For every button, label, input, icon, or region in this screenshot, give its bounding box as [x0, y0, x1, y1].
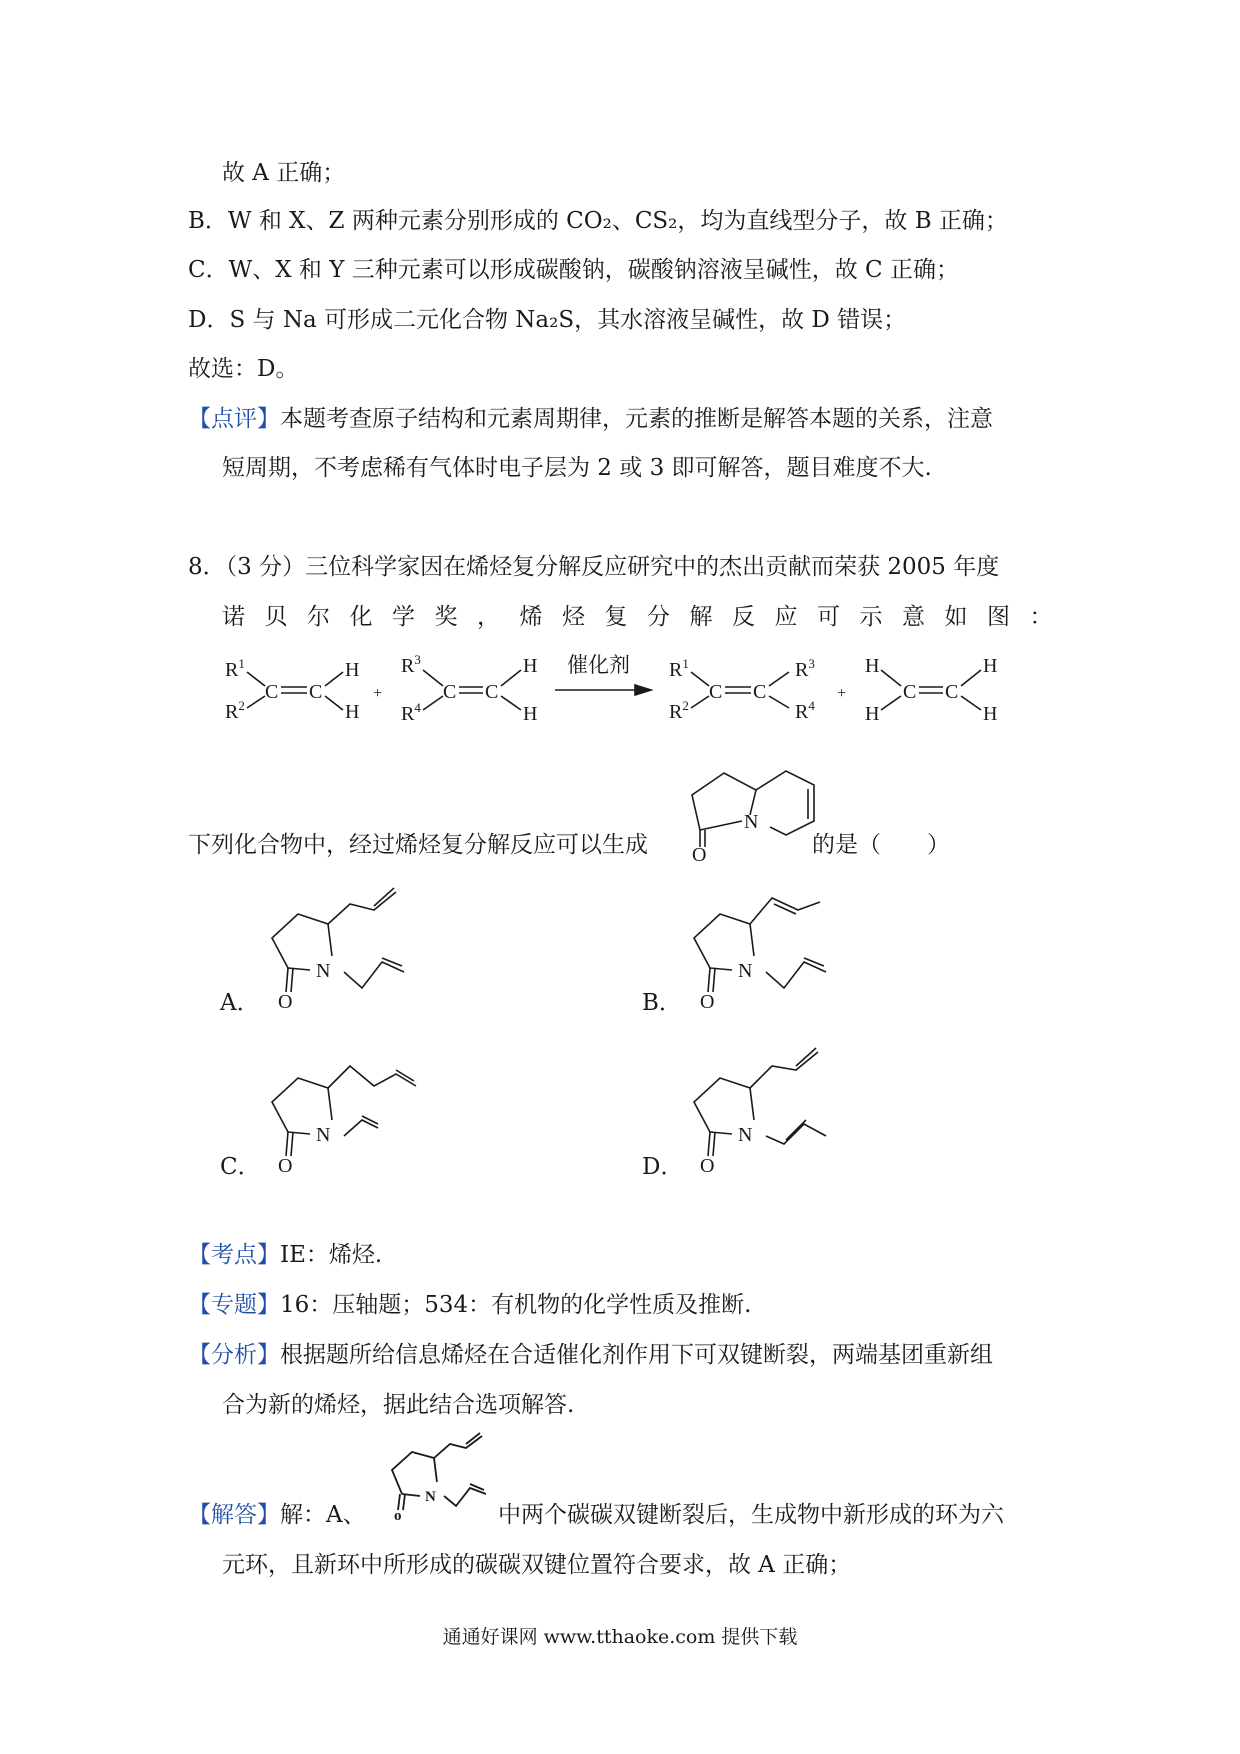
svg-text:O: O — [692, 844, 707, 861]
svg-text:R1: $R^1$ — [669, 656, 689, 681]
continuation-line-b: B．W 和 X、Z 两种元素分别形成的 CO₂、CS₂，均为直线型分子，故 B 正确； — [188, 208, 1008, 234]
svg-text:C: C — [309, 681, 323, 703]
svg-text:+: + — [837, 685, 847, 702]
svg-text:N: N — [738, 1124, 753, 1146]
fenxi-tag: 【分析】 — [188, 1342, 280, 1368]
svg-text:H: H — [345, 659, 360, 681]
svg-text:R4: $R^4$ — [795, 698, 815, 723]
option-c-label: C． — [220, 1154, 261, 1180]
question-line-2: 诺贝尔化学奖，烯烃复分解反应可示意如图： — [222, 604, 1072, 630]
option-b-label: B． — [642, 990, 682, 1016]
svg-text:o: o — [394, 1508, 402, 1522]
jieda-line-1-left — [188, 1500, 366, 1530]
svg-text:H: H — [865, 703, 880, 725]
continuation-line-a: 故 A 正确； — [222, 160, 346, 186]
svg-text:O: O — [278, 991, 293, 1010]
continuation-line-d: D．S 与 Na 可形成二元化合物 Na₂S，其水溶液呈碱性，故 D 错误； — [188, 307, 907, 333]
option-c-structure — [258, 1040, 428, 1174]
svg-text:H: H — [345, 701, 360, 723]
svg-text:C: C — [903, 681, 917, 703]
svg-text:R2: $R^2$ — [225, 698, 245, 723]
fenxi-line-1 — [188, 1340, 993, 1370]
jieda-tag: 【解答】 — [188, 1502, 280, 1528]
option-b-structure — [680, 880, 840, 1010]
comment-line-2: 短周期，不考虑稀有气体时电子层为 2 或 3 即可解答，题目难度不大. — [222, 455, 932, 481]
svg-text:N: N — [316, 960, 331, 982]
question-stem-prefix: 下列化合物中，经过烯烃复分解反应可以生成 — [188, 832, 648, 858]
jieda-text-1: 中两个碳碳双键断裂后，生成物中新形成的环为六 — [498, 1502, 1004, 1528]
continuation-answer: 故选：D。 — [188, 356, 299, 382]
svg-text:R3: $R^3$ — [401, 652, 421, 677]
svg-text:C: C — [945, 681, 959, 703]
option-a-structure — [258, 880, 418, 1010]
svg-text:R1: $R^1$ — [225, 656, 245, 681]
option-a-label: A． — [220, 990, 260, 1016]
jieda-line-2: 元环，且新环中所形成的碳碳双键位置符合要求，故 A 正确； — [222, 1552, 852, 1578]
svg-text:O: O — [700, 991, 715, 1010]
svg-text:H: H — [523, 703, 538, 725]
svg-text:H: H — [983, 703, 998, 725]
question-line-1: 8．（3 分）三位科学家因在烯烃复分解反应研究中的杰出贡献而荣获 2005 年度 — [188, 554, 1000, 580]
svg-text:+: + — [373, 685, 383, 702]
svg-text:H: H — [865, 655, 880, 677]
fenxi-text-1: 根据题所给信息烯烃在合适催化剂作用下可双键断裂，两端基团重新组 — [280, 1342, 993, 1368]
zhuanti-text: 16：压轴题；534：有机物的化学性质及推断. — [280, 1292, 752, 1318]
svg-text:N: N — [425, 1489, 436, 1505]
svg-text:R3: $R^3$ — [795, 656, 815, 681]
continuation-line-c: C．W、X 和 Y 三种元素可以形成碳酸钠，碳酸钠溶液呈碱性，故 C 正确； — [188, 257, 959, 283]
svg-text:C: C — [485, 681, 499, 703]
svg-text:N: N — [738, 960, 753, 982]
svg-text:O: O — [278, 1155, 293, 1174]
svg-text:C: C — [753, 681, 767, 703]
zhuanti-line — [188, 1290, 751, 1320]
catalyst-label: 催化剂 — [567, 653, 630, 677]
kaodian-tag: 【考点】 — [188, 1242, 280, 1268]
jieda-molecule — [382, 1430, 492, 1522]
svg-text:O: O — [700, 1155, 715, 1174]
comment-line-1 — [188, 404, 993, 434]
svg-text:C: C — [443, 681, 457, 703]
svg-text:N: N — [316, 1124, 331, 1146]
fenxi-line-2: 合为新的烯烃，据此结合选项解答. — [222, 1392, 575, 1418]
svg-text:C: C — [709, 681, 723, 703]
metathesis-scheme — [215, 652, 1005, 732]
page-footer: 通通好课网 www.tthaoke.com 提供下载 — [442, 1626, 798, 1648]
option-d-label: D． — [642, 1154, 684, 1180]
svg-text:N: N — [744, 811, 759, 833]
svg-text:H: H — [983, 655, 998, 677]
jieda-prefix: 解：A、 — [280, 1502, 366, 1528]
comment-text-1: 本题考查原子结构和元素周期律，元素的推断是解答本题的关系，注意 — [280, 406, 993, 432]
svg-text:H: H — [523, 655, 538, 677]
svg-text:R2: $R^2$ — [669, 698, 689, 723]
kaodian-line — [188, 1240, 382, 1270]
question-stem-suffix: 的是（ ） — [812, 832, 950, 858]
option-d-structure — [680, 1040, 850, 1174]
comment-tag: 【点评】 — [188, 406, 280, 432]
zhuanti-tag: 【专题】 — [188, 1292, 280, 1318]
kaodian-text: IE：烯烃. — [280, 1242, 383, 1268]
svg-text:R4: $R^4$ — [401, 700, 421, 725]
svg-text:C: C — [265, 681, 279, 703]
